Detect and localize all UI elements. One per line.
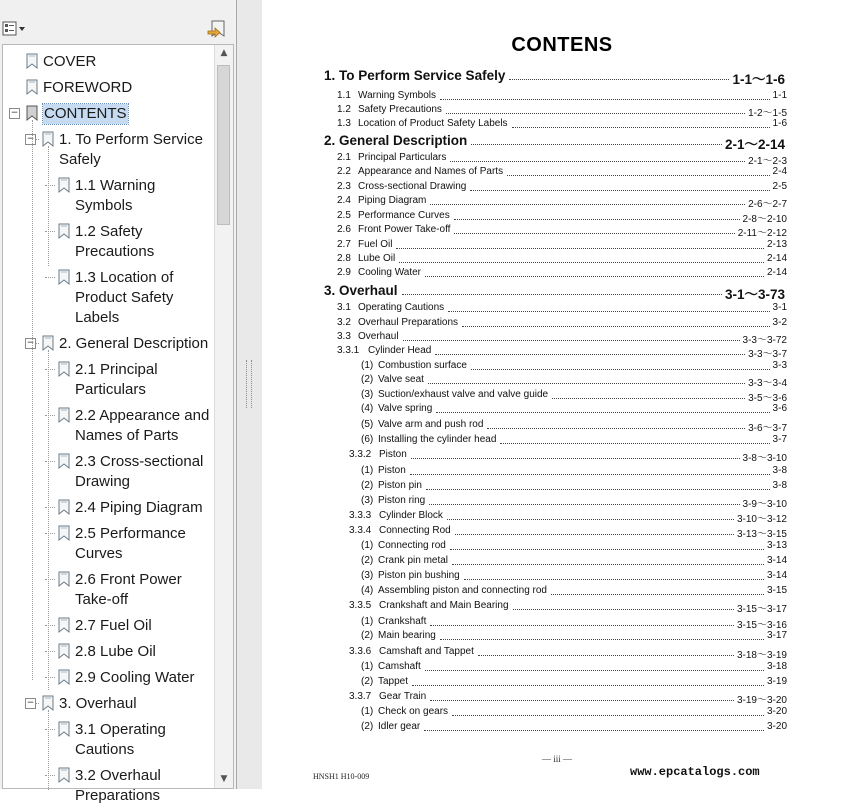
toc-leader-dots [478,655,734,656]
toc-entry-number: 3.3.7 [349,691,372,702]
toc-entry-page: 3-6 [772,403,787,414]
bookmarks-tree [3,45,215,804]
toc-entry-number: 3.3.3 [349,510,372,521]
bookmarks-scrollbar[interactable] [214,45,233,788]
toc-entry-title: Crankshaft [378,616,427,627]
toc-entry-page: 3-3 [772,360,787,371]
toc-entry-number: 3.3.6 [349,646,372,657]
bookmark-icon [57,525,71,541]
toc-entry-number: 1.2 [337,104,351,115]
toc-entry-page: 3-14 [766,555,787,566]
toc-entry-number: 2. General Description [324,133,468,148]
toc-entry-title: Idler gear [378,721,421,732]
footer-code: HNSH1 H10-009 [313,772,370,781]
toc-entry-title: Performance Curves [358,210,450,221]
toc-leader-dots [430,700,734,701]
tree-connector [45,369,55,370]
bookmark-item[interactable] [43,52,203,72]
toc-leader-dots [428,383,745,384]
toc-leader-dots [399,262,764,263]
toc-entry-number: 1.3 [337,118,351,129]
toc-entry-title: Location of Product Safety Labels [358,118,508,129]
tree-connector [45,651,55,652]
scroll-down-arrow-icon[interactable]: ▼ [220,774,228,784]
toc-entry-number: (1) [361,661,374,672]
collapse-toggle-icon[interactable]: − [26,134,35,144]
toc-entry-title: Piping Diagram [358,195,427,206]
page-number: — iii — [542,754,573,764]
panel-splitter [237,0,262,789]
tree-connector [45,185,55,186]
collapse-toggle-icon[interactable]: − [26,698,35,708]
toc-leader-dots [512,127,770,128]
toc-leader-dots [403,340,740,341]
toc-entry-number: 2.6 [337,224,351,235]
tree-connector [45,729,55,730]
bookmark-label: 2. General Description [59,335,209,352]
bookmark-icon [57,453,71,469]
toc-leader-dots [440,639,764,640]
toc-entry-title: Piston pin bushing [378,570,460,581]
toc-entry-number: 1. To Perform Service Safely [324,68,506,83]
toc-entry-title: Tappet [378,676,409,687]
tree-connector [45,507,55,508]
toc-entry-page: 1-6 [772,118,787,129]
toc-leader-dots [462,326,770,327]
bookmark-label: 3.2 Overhaul Preparations [75,767,161,804]
toc-entry-number: 2.8 [337,253,351,264]
toc-entry-title: Piston pin [378,480,422,491]
toc-entry-page: 1-1 [772,90,787,101]
bookmarks-panel [0,0,237,804]
toc-entry-title: Installing the cylinder head [378,434,497,445]
toc-entry-title: Suction/exhaust valve and valve guide [378,389,549,400]
bookmarks-tree-container [2,44,234,804]
bookmarks-toolbar [0,0,236,42]
collapse-toggle-icon[interactable]: − [10,108,19,118]
toc-entry-title: Connecting Rod [379,525,451,536]
toc-entry-page: 3-20 [766,721,787,732]
toc-leader-dots [411,458,740,459]
toc-entry-page: 3-1～3-73 [724,287,785,302]
toc-leader-dots [425,670,764,671]
toc-entry-page: 3-20 [766,706,787,717]
toc-entry-page: 3-15～3-17 [736,604,787,615]
toc-leader-dots [464,579,764,580]
toc-entry-title: Main bearing [378,630,436,641]
toc-entry-page: 3-6～3-7 [748,423,787,434]
tree-guide-line [48,710,49,790]
toc-entry-number: 3.1 [337,302,351,313]
bookmark-item[interactable] [75,642,207,662]
toc-leader-dots [426,489,770,490]
bookmark-options-button[interactable] [2,20,28,38]
bookmark-label: 3. Overhaul [59,695,137,712]
toc-entry-number: 2.5 [337,210,351,221]
toc-leader-dots [412,685,764,686]
toc-leader-dots [471,144,722,145]
page-title: CONTENS [511,34,613,56]
toc-entry-number: (2) [361,374,374,385]
bookmark-icon [25,105,39,121]
toc-entry-title: Overhaul Preparations [358,317,459,328]
toc-leader-dots [436,412,770,413]
toc-entry-page: 2-1～2-3 [748,156,787,167]
bookmark-icon [57,571,71,587]
bookmark-item[interactable] [59,130,207,170]
toc-leader-dots [430,204,745,205]
toc-entry-page: 3-3～3-72 [742,335,787,346]
toc-entry-number: (2) [361,555,374,566]
scrollbar-thumb[interactable] [217,65,230,225]
toc-entry-title: Cylinder Block [379,510,443,521]
toc-leader-dots [470,190,770,191]
bookmark-icon [57,643,71,659]
bookmark-label: 1.2 Safety Precautions [75,223,155,260]
tree-connector [45,277,55,278]
bookmark-label: 2.7 Fuel Oil [75,617,152,634]
tree-guide-line [48,350,49,690]
bookmark-icon [41,695,55,711]
bookmark-item[interactable] [75,406,211,446]
bookmark-label: COVER [43,53,97,70]
toc-entry-page: 3-19～3-20 [736,695,787,706]
toc-entry-page: 1-2～1-5 [748,108,787,119]
toc-entry-page: 2-4 [772,166,787,177]
toc-entry-page: 3-3～3-7 [748,349,787,360]
toc-leader-dots [500,443,770,444]
bookmark-item[interactable] [75,176,207,216]
bookmark-label: CONTENTS [44,105,127,122]
toc-entry-title: Check on gears [378,706,449,717]
toc-entry-number: (4) [361,403,374,414]
toc-entry-number: (1) [361,616,374,627]
tree-connector [45,533,55,534]
bookmark-icon [57,407,71,423]
bookmark-item[interactable] [75,268,207,328]
tree-connector [45,461,55,462]
toc-entry-number: 2.7 [337,239,351,250]
toc-entry-number: (6) [361,434,374,445]
toc-entry-title: Piston ring [378,495,426,506]
tree-connector [45,625,55,626]
toc-entry-page: 2-5 [772,181,787,192]
toc-entry-number: (1) [361,706,374,717]
toc-entry-page: 3-9～3-10 [742,499,787,510]
toc-leader-dots [447,519,734,520]
bookmark-item[interactable] [75,570,207,610]
toc-leader-dots [440,99,770,100]
toc-entry-page: 2-14 [766,253,787,264]
toc-entry-page: 3-3～3-4 [748,378,787,389]
toc-entry-number: 2.1 [337,152,351,163]
toc-entry-number: (1) [361,360,374,371]
toc-leader-dots [507,175,770,176]
toc-entry-number: (4) [361,585,374,596]
toc-entry-number: 2.2 [337,166,351,177]
tree-connector [45,231,55,232]
document-page [262,0,843,789]
toc-entry-number: (1) [361,540,374,551]
collapse-toggle-icon[interactable]: − [26,338,35,348]
toc-entry-title: Camshaft and Tappet [379,646,474,657]
toc-entry-page: 3-8 [772,480,787,491]
bookmark-item[interactable] [43,104,213,124]
toc-entry-title: Piston [378,465,406,476]
toc-entry-title: Cooling Water [358,267,421,278]
toc-leader-dots [410,474,770,475]
splitter-grip[interactable] [246,360,252,408]
toc-entry-title: Warning Symbols [358,90,436,101]
toc-leader-dots [454,219,740,220]
toc-entry-title: Front Power Take-off [358,224,451,235]
toc-entry-page: 3-19 [766,676,787,687]
bookmark-icon [57,361,71,377]
toc-leader-dots [396,248,764,249]
toc-leader-dots [424,730,764,731]
toc-leader-dots [513,609,734,610]
bookmark-label: FOREWORD [43,79,133,96]
toc-leader-dots [446,113,745,114]
tree-connector [45,579,55,580]
toc-leader-dots [448,311,770,312]
bookmark-item[interactable] [75,360,207,400]
toc-entry-page: 3-13 [766,540,787,551]
watermark-text: www.epcatalogs.com [630,765,760,779]
toc-entry-number: (5) [361,419,374,430]
toc-entry-page: 2-1～2-14 [724,137,785,152]
toc-entry-title: Overhaul [358,331,399,342]
toc-entry-page: 3-18～3-19 [736,650,787,661]
bookmark-label: 1.3 Location of Product Safety Labels [75,269,174,326]
toc-entry-page: 2-6～2-7 [748,199,787,210]
toc-entry-page: 2-14 [766,267,787,278]
toc-entry-page: 2-11～2-12 [737,228,787,239]
toc-entry-number: 3.3.4 [349,525,372,536]
toc-leader-dots [450,161,745,162]
toc-entry-number: 2.9 [337,267,351,278]
bookmark-label: 2.1 Principal Particulars [75,361,158,398]
bookmark-icon [41,131,55,147]
toc-entry-title: Cylinder Head [368,345,432,356]
bookmark-label: 2.2 Appearance and Names of Parts [75,407,210,444]
toc-entry-number: 3.3.2 [349,449,372,460]
toc-entry-page: 3-8 [772,465,787,476]
bookmark-label: 2.4 Piping Diagram [75,499,203,516]
bookmark-label: 1. To Perform Service Safely [59,131,203,168]
bookmark-label: 2.6 Front Power Take-off [75,571,182,608]
bookmark-item[interactable] [75,498,211,518]
toc-entry-title: Camshaft [378,661,421,672]
toc-entry-number: 2.3 [337,181,351,192]
toc-entry-number: (2) [361,480,374,491]
toc-entry-number: (3) [361,495,374,506]
bookmark-icon [57,223,71,239]
toc-entry-number: 1.1 [337,90,351,101]
toc-entry-page: 3-8～3-10 [742,453,787,464]
expand-bookmark-button[interactable] [206,19,228,39]
toc-entry-page: 3-13～3-15 [736,529,787,540]
bookmark-icon [57,499,71,515]
bookmark-label: 2.8 Lube Oil [75,643,156,660]
toc-leader-dots [425,276,764,277]
toc-leader-dots [471,369,770,370]
toc-entry-page: 3-15 [766,585,787,596]
toc-entry-page: 3-14 [766,570,787,581]
toc-entry-title: Appearance and Names of Parts [358,166,504,177]
toc-entry-title: Crank pin metal [378,555,449,566]
bookmark-item[interactable] [75,222,207,262]
tree-connector [45,775,55,776]
bookmark-item[interactable] [75,766,207,806]
toc-entry-title: Lube Oil [358,253,396,264]
bookmark-label: 2.5 Performance Curves [75,525,186,562]
toc-leader-dots [455,534,734,535]
bookmark-item[interactable] [75,452,211,492]
toc-entry-number: 3.3.1 [337,345,360,356]
toc-entry-title: Valve arm and push rod [378,419,484,430]
bookmark-icon [41,335,55,351]
tree-guide-line [32,120,33,680]
bookmark-label: 3.1 Operating Cautions [75,721,166,758]
toc-entry-page: 3-17 [766,630,787,641]
toc-entry-number: 3.2 [337,317,351,328]
toc-entry-number: (3) [361,389,374,400]
bookmark-icon [57,269,71,285]
toc-entry-number: (2) [361,721,374,732]
bookmark-item[interactable] [75,668,211,688]
bookmark-item[interactable] [75,524,207,564]
toc-entry-number: (3) [361,570,374,581]
tree-connector [45,677,55,678]
toc-entry-page: 3-18 [766,661,787,672]
toc-entry-title: Cross-sectional Drawing [358,181,467,192]
bookmark-icon [57,767,71,783]
toc-entry-page: 3-2 [772,317,787,328]
toc-entry-title: Gear Train [379,691,427,702]
bookmark-icon [25,79,39,95]
toc-leader-dots [435,354,745,355]
bookmark-item[interactable] [43,78,203,98]
toc-leader-dots [402,294,722,295]
bookmark-label: 2.9 Cooling Water [75,669,195,686]
toc-leader-dots [450,549,764,550]
toc-entry-number: 3.3.5 [349,600,372,611]
toc-leader-dots [429,504,740,505]
bookmark-item[interactable] [59,334,219,354]
tree-guide-line [48,146,49,266]
toc-entry-page: 3-1 [772,302,787,313]
toc-leader-dots [551,594,764,595]
toc-entry-title: Principal Particulars [358,152,447,163]
toc-entry-page: 3-10～3-12 [736,514,787,525]
scroll-up-arrow-icon[interactable]: ▲ [220,48,228,58]
toc-entry-title: Crankshaft and Main Bearing [379,600,509,611]
bookmark-label: 1.1 Warning Symbols [75,177,156,214]
toc-entry-number: (1) [361,465,374,476]
toc-entry-number: 2.4 [337,195,351,206]
toc-entry-title: Combustion surface [378,360,467,371]
toc-entry-number: (2) [361,630,374,641]
expand-bookmark-icon [206,19,228,39]
toc-entry-number: 3. Overhaul [324,283,398,298]
toc-entry-page: 3-5～3-6 [748,393,787,404]
toc-leader-dots [509,79,729,80]
toc-leader-dots [552,398,745,399]
toc-entry-page: 2-8～2-10 [742,214,787,225]
toc-leader-dots [487,428,745,429]
toc-entry-page: 1-1～1-6 [732,72,785,87]
bookmark-item[interactable] [75,616,207,636]
options-menu-icon [2,20,28,38]
toc-leader-dots [452,715,764,716]
toc-entry-title: Connecting rod [378,540,446,551]
toc-leader-dots [454,233,735,234]
toc-entry-title: Valve spring [378,403,433,414]
toc-entry-page: 3-7 [772,434,787,445]
bookmark-item[interactable] [75,720,207,760]
toc-entry-title: Valve seat [378,374,424,385]
bookmark-icon [57,617,71,633]
bookmark-icon [57,721,71,737]
tree-connector [45,415,55,416]
toc-entry-title: Assembling piston and connecting rod [378,585,547,596]
toc-leader-dots [430,625,734,626]
bookmark-icon [57,177,71,193]
toc-entry-title: Fuel Oil [358,239,393,250]
bookmark-icon [57,669,71,685]
bookmark-item[interactable] [59,694,207,714]
toc-entry-number: (2) [361,676,374,687]
toc-entry-number: 3.3 [337,331,351,342]
bookmark-icon [25,53,39,69]
bookmark-label: 2.3 Cross-sectional Drawing [75,453,204,490]
toc-entry-title: Piston [379,449,407,460]
toc-leader-dots [452,564,764,565]
toc-entry-title: Safety Precautions [358,104,442,115]
toc-entry-title: Operating Cautions [358,302,445,313]
toc-entry-page: 2-13 [766,239,787,250]
toc-entry-page: 3-15～3-16 [736,620,787,631]
